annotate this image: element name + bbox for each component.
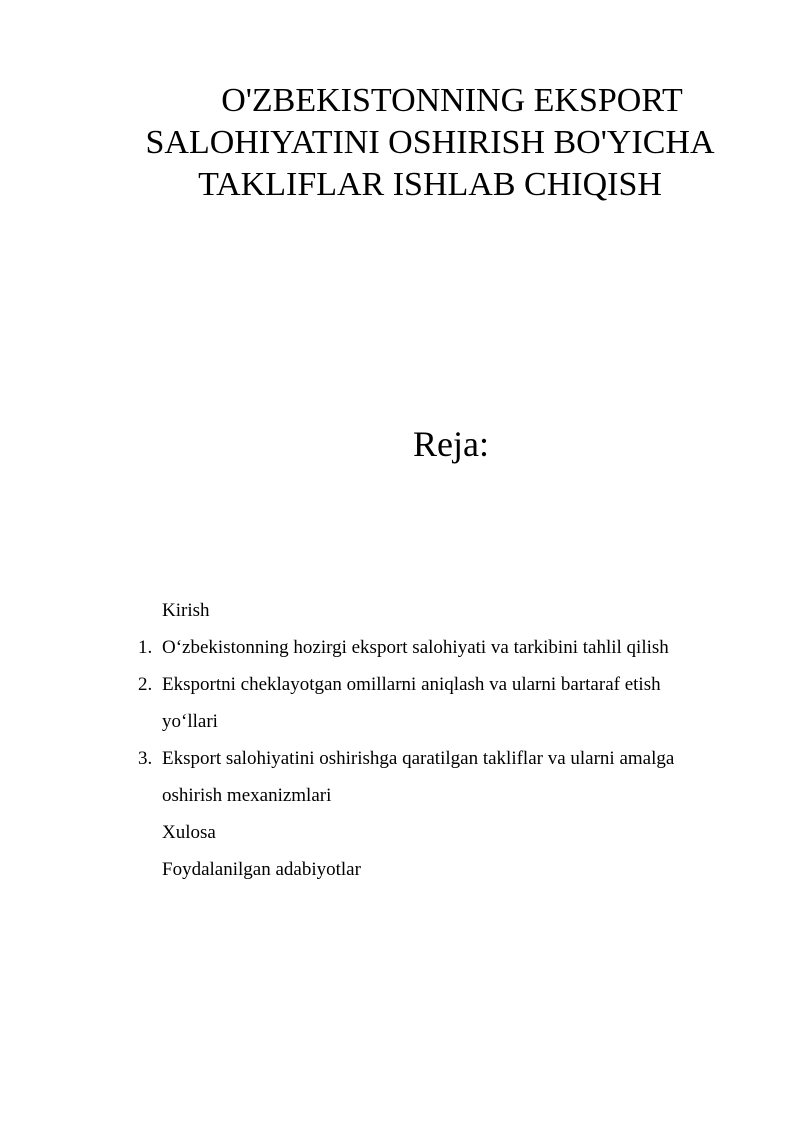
plan-item-text: Foydalanilgan adabiyotlar (162, 859, 361, 880)
plan-item-number: 2. (138, 674, 153, 695)
plan-item-continuation (0, 777, 800, 814)
plan-item-text: oshirish mexanizmlari (162, 785, 332, 806)
title-line: TAKLIFLAR ISHLAB CHIQISH (198, 166, 662, 203)
plan-item-references (0, 851, 800, 888)
plan-item-text: Kirish (162, 600, 210, 621)
plan-item-number: 1. (138, 637, 153, 658)
plan-item-text: Eksport salohiyatini oshirishga qaratilgan takliflar va ularni amalga (162, 748, 675, 769)
plan-item-text: Eksportni cheklayotgan omillarni aniqlash va ularni bartaraf etish (162, 674, 661, 695)
title-line: SALOHIYATINI OSHIRISH BO'YICHA (145, 124, 715, 161)
plan-item-continuation (0, 703, 800, 740)
plan-item (0, 629, 800, 666)
plan-item-number: 3. (138, 748, 153, 769)
document-title (100, 80, 760, 206)
plan-item-text: yo‘llari (162, 711, 218, 732)
plan-item (0, 740, 800, 777)
plan-item-intro (0, 592, 800, 629)
plan-list (0, 592, 800, 888)
plan-item-text: O‘zbekistonning hozirgi eksport salohiyati va tarkibini tahlil qilish (162, 637, 669, 658)
plan-heading: Reja: (413, 424, 489, 464)
title-line: O'ZBEKISTONNING EKSPORT (221, 82, 683, 119)
plan-item (0, 666, 800, 703)
plan-item-text: Xulosa (162, 822, 216, 843)
plan-item-conclusion (0, 814, 800, 851)
